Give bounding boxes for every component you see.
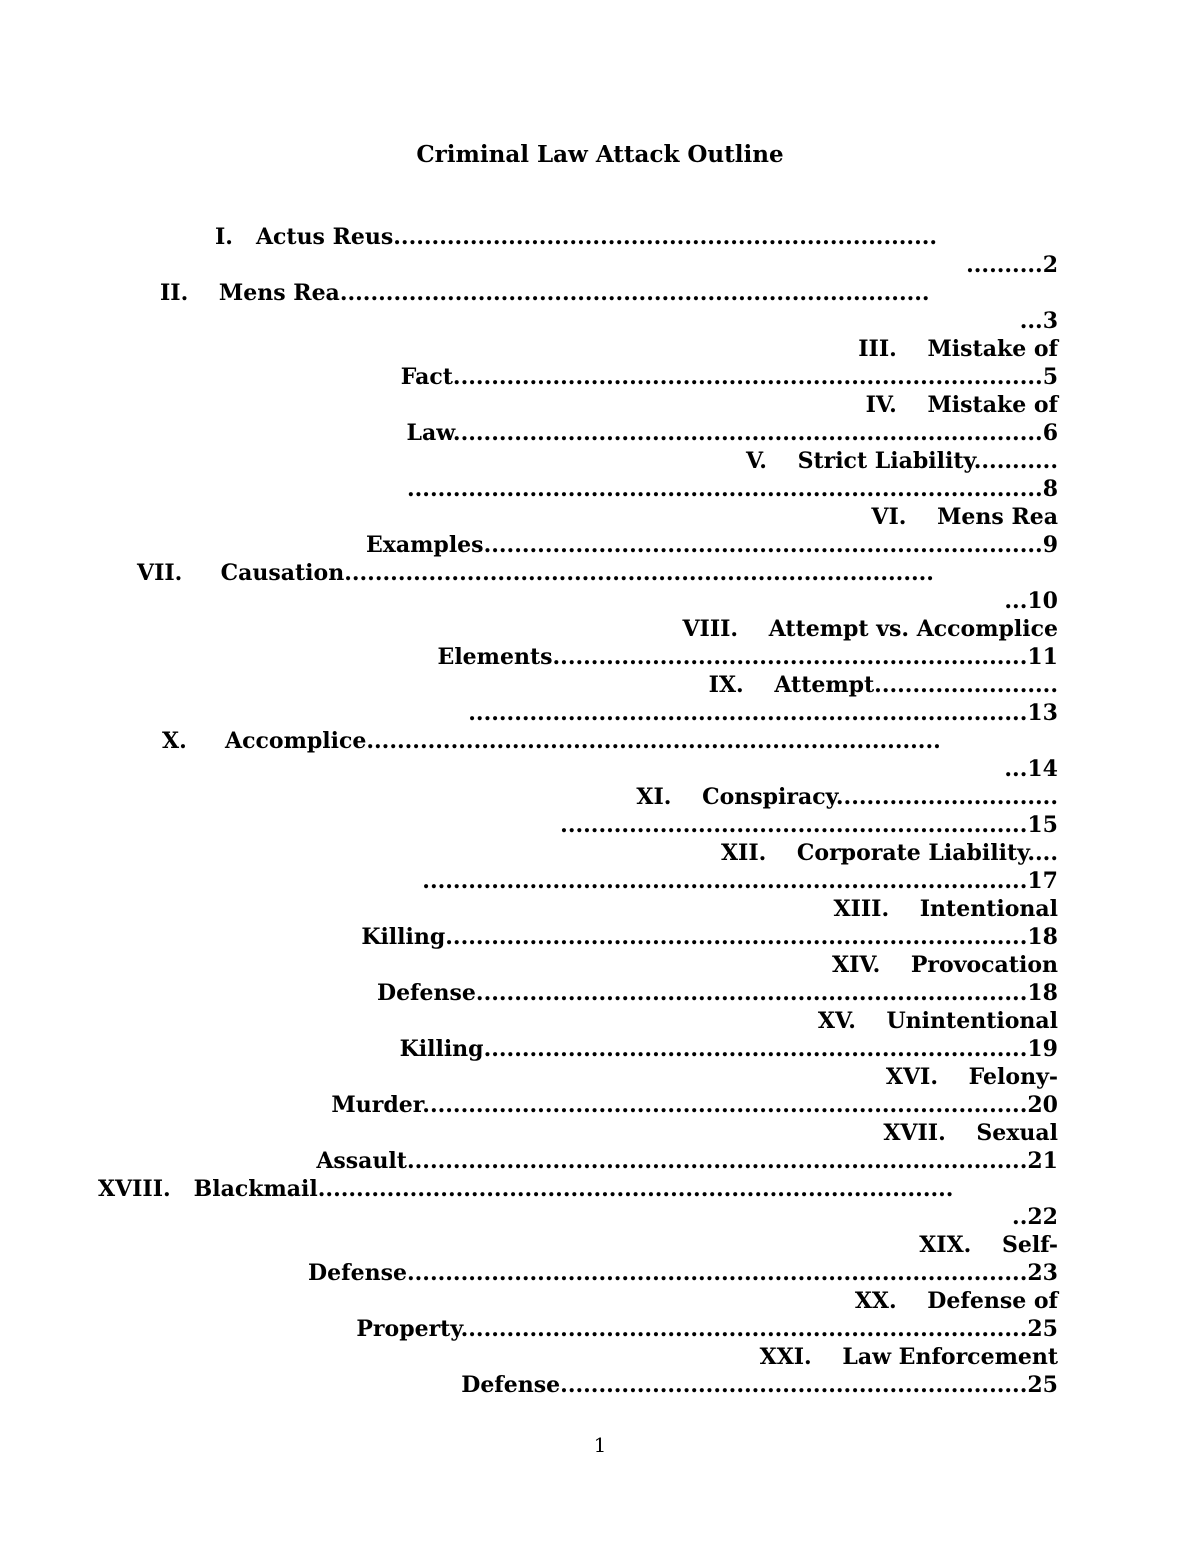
toc-entry-page: 22 [1027, 1204, 1058, 1230]
toc-entry-number: I. [215, 224, 233, 250]
toc-leader-dots: ....................................................................... [393, 224, 938, 250]
toc-entry-label-part: Elements [437, 644, 553, 670]
toc-entry-page: 20 [1027, 1092, 1058, 1118]
toc-entry-4[interactable] [866, 391, 1058, 419]
toc-entry-13-page-line [361, 923, 1058, 951]
toc-entry-label-part: Unintentional [886, 1008, 1058, 1034]
toc-entry-8-page-line [438, 643, 1058, 671]
toc-entry-7-page-line [1004, 587, 1058, 615]
toc-entry-label-part: Defense [376, 980, 476, 1006]
toc-entry-number: XIV. [832, 952, 881, 978]
toc-entry-number: IV. [865, 392, 897, 418]
toc-entry-number: VI. [871, 504, 907, 530]
toc-entry-label-part: Murder [331, 1092, 423, 1118]
toc-entry-15-page-line [400, 1035, 1058, 1063]
toc-entry-label-part: Mistake of [927, 392, 1058, 418]
toc-leader-dots: .. [1012, 1204, 1028, 1230]
toc-entry-20[interactable] [855, 1287, 1058, 1315]
toc-entry-9-page-line [468, 699, 1058, 727]
toc-entry-9[interactable] [709, 671, 1058, 699]
toc-entry-number: III. [858, 336, 897, 362]
toc-entry-4-page-line [406, 419, 1058, 447]
toc-entry-label-part: Examples [366, 532, 484, 558]
toc-entry-page: 8 [1042, 476, 1058, 502]
toc-entry-label-part: Attempt vs. Accomplice [768, 616, 1058, 642]
toc-entry-label: Actus Reus [255, 224, 394, 250]
toc-entry-number: XVI. [885, 1064, 938, 1090]
toc-entry-page: 18 [1027, 980, 1058, 1006]
toc-entry-page: 10 [1027, 588, 1058, 614]
toc-entry-1-page-line [966, 251, 1058, 279]
toc-entry-16-page-line [331, 1091, 1058, 1119]
toc-entry-number: X. [162, 728, 187, 754]
toc-entry-label-part: Intentional [919, 896, 1058, 922]
toc-entry-number: IX. [708, 672, 744, 698]
toc-leader-dots: ............................................................................. [344, 560, 934, 586]
toc-entry-page: 15 [1027, 812, 1058, 838]
toc-leader-dots: ........... [973, 448, 1058, 474]
toc-leader-dots: ............................................................................... [422, 868, 1028, 894]
toc-entry-label: Mens Rea [218, 280, 340, 306]
toc-entry-5[interactable] [746, 447, 1058, 475]
toc-entry-page: 6 [1042, 420, 1058, 446]
toc-entry-11-page-line [560, 811, 1058, 839]
toc-leader-dots: .......................................................................... [460, 1316, 1028, 1342]
toc-entry-13[interactable] [834, 895, 1059, 923]
toc-leader-dots-label: Killing [361, 924, 446, 950]
toc-entry-page: 2 [1042, 252, 1058, 278]
toc-leader-dots: ........................................................................... [366, 728, 941, 754]
toc-entry-label-part: Mistake of [927, 336, 1058, 362]
toc-entry-label-part: Felony- [968, 1064, 1058, 1090]
toc-entry-11[interactable] [636, 783, 1058, 811]
toc-leader-dots: ............................................................................... [422, 1092, 1028, 1118]
toc-entry-label-part: Law [406, 420, 453, 446]
toc-entry-5-page-line [407, 475, 1058, 503]
toc-entry-number: XX. [854, 1288, 897, 1314]
toc-leader-dots: ............................................................................. [452, 420, 1043, 446]
toc-leader-dots: ................................................................................. [406, 1260, 1028, 1286]
toc-entry-15[interactable] [818, 1007, 1058, 1035]
toc-entry-label: Corporate Liability [796, 840, 1028, 866]
toc-leader-dots: ................................................................................... [406, 476, 1043, 502]
toc-entry-number: XI. [636, 784, 672, 810]
toc-entry-10[interactable] [162, 727, 941, 755]
toc-entry-7[interactable] [137, 559, 934, 587]
toc-entry-number: II. [160, 280, 189, 306]
toc-leader-dots: ... [1004, 756, 1028, 782]
toc-entry-14-page-line [377, 979, 1058, 1007]
toc-entry-number: V. [746, 448, 767, 474]
toc-leader-dots: ......................................................................... [483, 532, 1043, 558]
toc-entry-page: 5 [1042, 364, 1058, 390]
toc-entry-label-part: Property [356, 1316, 461, 1342]
toc-leader-dots: ......................................................................... [468, 700, 1028, 726]
toc-entry-number: XVIII. [98, 1176, 171, 1202]
toc-entry-page: 13 [1027, 700, 1058, 726]
toc-entry-label: Attempt [774, 672, 875, 698]
toc-entry-label-part: Mens Rea [937, 504, 1058, 530]
toc-entry-19[interactable] [919, 1231, 1058, 1259]
toc-entry-label: Conspiracy [702, 784, 836, 810]
toc-entry-label-part: Self- [1001, 1232, 1058, 1258]
toc-entry-number: VIII. [682, 616, 739, 642]
page-number: 1 [593, 1433, 607, 1457]
toc-entry-number: XIII. [833, 896, 890, 922]
toc-entry-1[interactable] [215, 223, 937, 251]
toc-entry-page: 19 [1027, 1036, 1058, 1062]
toc-entry-17-page-line [316, 1147, 1058, 1175]
toc-entry-8[interactable] [682, 615, 1058, 643]
toc-entry-2-page-line [1020, 307, 1058, 335]
toc-entry-3[interactable] [858, 335, 1058, 363]
toc-entry-page: 21 [1027, 1148, 1058, 1174]
toc-leader-dots: ... [1019, 308, 1043, 334]
toc-entry-20-page-line [356, 1315, 1058, 1343]
toc-entry-page: 25 [1027, 1372, 1058, 1398]
toc-leader-dots: ............................................................................. [339, 280, 930, 306]
toc-entry-label-part: Provocation [910, 952, 1058, 978]
toc-entry-2[interactable] [160, 279, 930, 307]
toc-leader-dots: ............................................................. [560, 812, 1028, 838]
toc-entry-10-page-line [1004, 755, 1058, 783]
toc-entry-number: VII. [137, 560, 183, 586]
toc-leader-dots: ... [1004, 588, 1028, 614]
toc-entry-page: 14 [1027, 756, 1058, 782]
toc-leader-dots: ............................................................................ [445, 924, 1028, 950]
toc-entry-14[interactable] [832, 951, 1058, 979]
toc-entry-number: XVII. [883, 1120, 946, 1146]
document-title: Criminal Law Attack Outline [416, 141, 784, 168]
toc-entry-page: 18 [1027, 924, 1058, 950]
toc-entry-label: Strict Liability [797, 448, 974, 474]
toc-entry-page: 9 [1042, 532, 1058, 558]
toc-leader-dots: ................................................................................. [406, 1148, 1028, 1174]
toc-entry-3-page-line [401, 363, 1058, 391]
toc-leader-dots: .............................................................. [552, 644, 1028, 670]
toc-entry-label: Blackmail [193, 1176, 318, 1202]
toc-leader-dots: ............................. [835, 784, 1058, 810]
toc-entry-label: Causation [220, 560, 345, 586]
toc-leader-dots: ........................................................................ [475, 980, 1028, 1006]
toc-entry-21[interactable] [760, 1343, 1058, 1371]
toc-leader-dots: ............................................................................. [452, 364, 1043, 390]
toc-entry-19-page-line [308, 1259, 1058, 1287]
toc-entry-17[interactable] [883, 1119, 1058, 1147]
toc-entry-number: XII. [720, 840, 767, 866]
toc-entry-number: XIX. [919, 1232, 972, 1258]
toc-entry-page: 17 [1027, 868, 1058, 894]
toc-leader-dots: ................................................................................... [317, 1176, 954, 1202]
toc-entry-label-part: Defense [461, 1372, 561, 1398]
toc-entry-page: 3 [1042, 308, 1058, 334]
toc-entry-label-part: Law Enforcement [842, 1344, 1058, 1370]
toc-entry-12-page-line [422, 867, 1058, 895]
toc-entry-page: 25 [1027, 1316, 1058, 1342]
toc-entry-21-page-line [461, 1371, 1058, 1399]
toc-entry-number: XV. [817, 1008, 856, 1034]
toc-leader-dots: ....................................................................... [483, 1036, 1028, 1062]
toc-leader-dots: ........................ [874, 672, 1058, 698]
toc-entry-number: XXI. [759, 1344, 812, 1370]
toc-entry-label-part: Killing [399, 1036, 484, 1062]
toc-entry-18[interactable] [98, 1175, 953, 1203]
toc-entry-16[interactable] [886, 1063, 1058, 1091]
toc-entry-label-part: Defense of [927, 1288, 1058, 1314]
toc-entry-12[interactable] [721, 839, 1058, 867]
toc-entry-label-part: Sexual [976, 1120, 1058, 1146]
toc-entry-6[interactable] [871, 503, 1058, 531]
toc-entry-page: 23 [1027, 1260, 1058, 1286]
toc-leader-dots: ............................................................. [560, 1372, 1028, 1398]
toc-entry-page: 11 [1027, 644, 1058, 670]
toc-entry-label: Accomplice [225, 728, 367, 754]
toc-leader-dots: .......... [966, 252, 1043, 278]
toc-entry-18-page-line [1012, 1203, 1058, 1231]
toc-entry-label-part: Fact [400, 364, 453, 390]
toc-entry-label-part: Defense [308, 1260, 407, 1286]
toc-leader-dots: .... [1027, 840, 1058, 866]
toc-entry-label-part: Assault [316, 1148, 407, 1174]
toc-entry-6-page-line [366, 531, 1058, 559]
